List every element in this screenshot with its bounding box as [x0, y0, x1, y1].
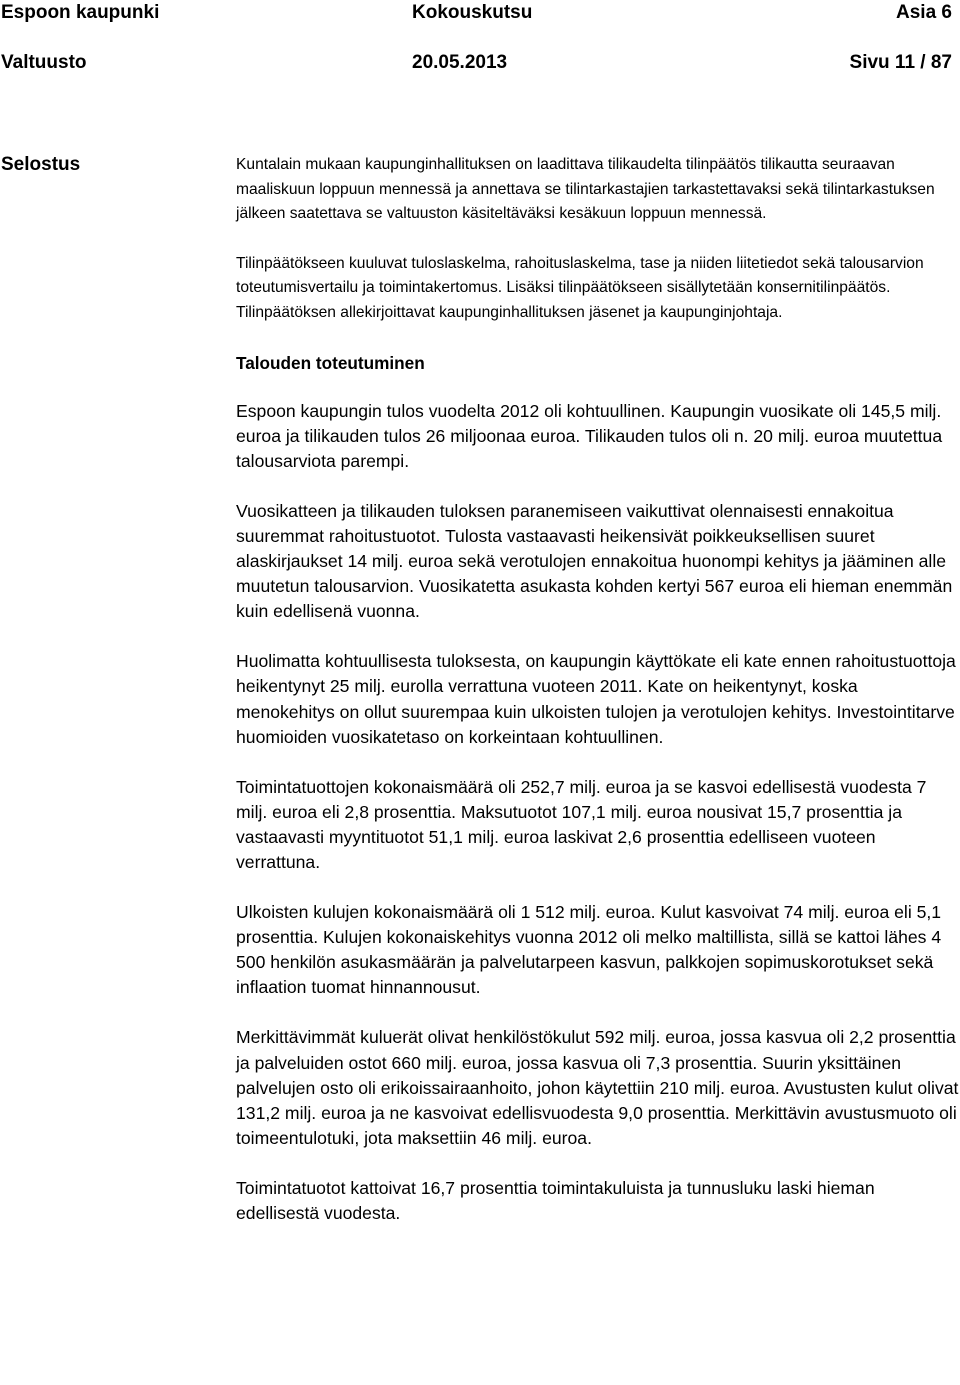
- header-document-type: Kokouskutsu: [412, 2, 533, 23]
- paragraph-8: Merkittävimmät kuluerät olivat henkilöstökulut 592 milj. euroa, jossa kasvua oli 2,2 prosenttia ja palveluiden ostot 660 milj. euroa, jossa kasvua oli 7,3 prosenttia. Suurin yksittäinen palvelujen osto oli erikoissairaanhoito, johon käytettiin 210 milj. euroa. Avustusten kulut olivat 131,2 milj. euroa ja ne kasvoivat edellisvuodesta 9,0 prosenttia. Merkittävin avustusmuoto oli toimeentulotuki, jota maksettiin 46 milj. euroa.: [236, 1027, 959, 1148]
- paragraph-2: Tilinpäätökseen kuuluvat tuloslaskelma, rahoituslaskelma, tase ja niiden liitetiedot sekä talousarvion toteutumisvertailu ja toimintakertomus. Lisäksi tilinpäätökseen sisällytetään konsernitilinpäätös. Tilinpäätöksen allekirjoittavat kaupunginhallituksen jäsenet ja kaupunginjohtaja.: [236, 254, 924, 321]
- section-label: Selostus: [1, 154, 81, 175]
- paragraph-4: Vuosikatteen ja tilikauden tuloksen paranemiseen vaikuttivat olennaisesti ennakoitua suuremmat rahoitustuotot. Tulosta vastaavasti heikensivät poikkeuksellisen suuret alaskirjaukset 14 milj. euroa sekä verotulojen ennakoitua huonompi kehitys ja jääminen alle muutetun talousarvion. Vuosikatetta asukasta kohden kertyi 567 euroa eli hieman enemmän kuin edellisenä vuonna.: [236, 500, 953, 622]
- header-row-1: [0, 2, 960, 28]
- header-item: Asia 6: [896, 2, 952, 23]
- paragraph-1: Kuntalain mukaan kaupunginhallituksen on laadittava tilikaudelta tilinpäätös tilikautta seuraavan maaliskuun loppuun mennessä ja annettava se tilintarkastajien tarkastettavaksi sekä tilintarkastuksen jälkeen saatettava se valtuuston käsiteltäväksi kesäkuun loppuun mennessä.: [236, 156, 935, 223]
- header-page-number: Sivu 11 / 87: [849, 52, 952, 73]
- paragraph-7: Ulkoisten kulujen kokonaismäärä oli 1 512 milj. euroa. Kulut kasvoivat 74 milj. euroa eli 5,1 prosenttia. Kulujen kokonaiskehitys vuonna 2012 oli melko maltillista, sillä se kattoi lähes 4 500 henkilön asukasmäärän ja palvelutarpeen kasvun, palkkojen sopimuskorotukset sekä inflaation tuomat hinnannousut.: [236, 902, 942, 998]
- paragraph-3: Espoon kaupungin tulos vuodelta 2012 oli kohtuullinen. Kaupungin vuosikate oli 145,5 milj. euroa ja tilikauden tulos 26 miljoonaa euroa. Tilikauden tulos oli n. 20 milj. euroa muutettua talousarviota parempi.: [236, 400, 943, 471]
- header-body: Valtuusto: [1, 52, 87, 73]
- header-organization: Espoon kaupunki: [1, 2, 160, 23]
- subheading: Talouden toteutuminen: [236, 352, 425, 373]
- header-row-2: [0, 52, 960, 78]
- paragraph-5: Huolimatta kohtuullisesta tuloksesta, on kaupungin käyttökate eli kate ennen rahoitustuottoja heikentynyt 25 milj. eurolla verrattuna vuoteen 2011. Kate on heikentynyt, koska menokehitys on ollut suurempaa kuin ulkoisten tulojen ja verotulojen kehitys. Investointitarve huomioiden vuosikatetaso on korkeintaan kohtuullinen.: [236, 651, 956, 747]
- paragraph-6: Toimintatuottojen kokonaismäärä oli 252,7 milj. euroa ja se kasvoi edellisestä vuodesta 7 milj. euroa eli 2,8 prosenttia. Maksutuotot 107,1 milj. euroa nousivat 15,7 prosenttia ja vastaavasti myyntituotot 51,1 milj. euroa laskivat 2,6 prosenttia edelliseen vuoteen verrattuna.: [236, 776, 927, 872]
- document-body: [236, 153, 960, 1251]
- paragraph-9: Toimintatuotot kattoivat 16,7 prosenttia toimintakuluista ja tunnusluku laski hieman edellisestä vuodesta.: [236, 1177, 875, 1223]
- header-date: 20.05.2013: [412, 52, 508, 73]
